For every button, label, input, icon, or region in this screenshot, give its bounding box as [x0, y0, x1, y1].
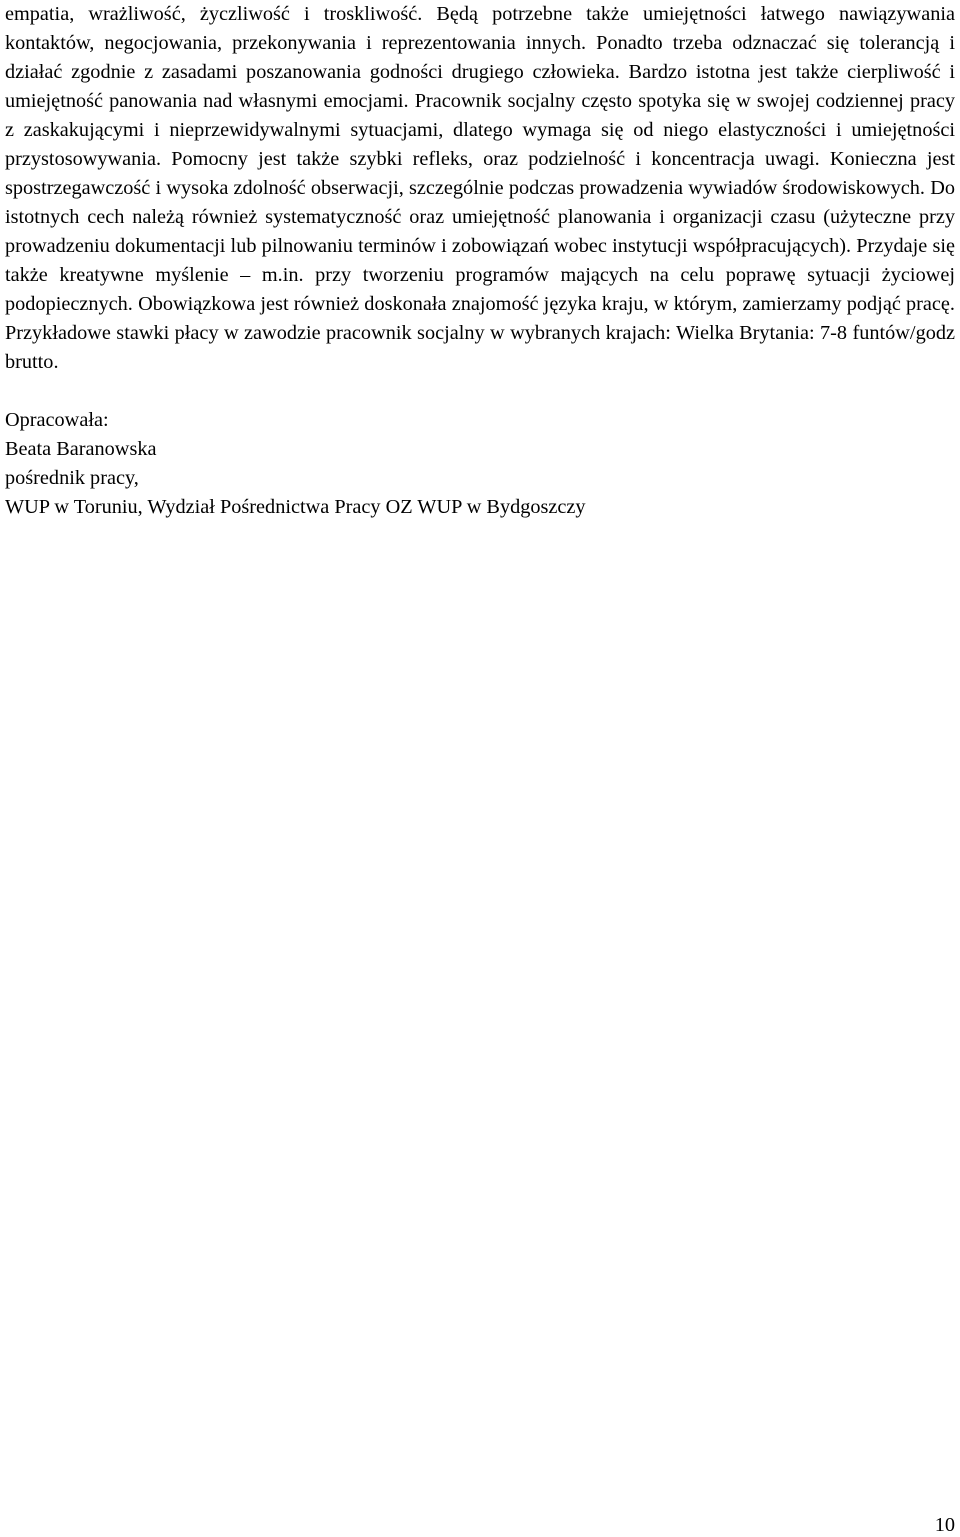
- sentence: Konieczna jest spostrzegawczość i wysoka zdolność obserwacji, szczególnie podczas prowadzenia wywiadów środowiskowych.: [5, 148, 956, 199]
- sentence: empatia, wrażliwość, życzliwość i troskliwość.: [5, 3, 423, 25]
- author-name: Beata Baranowska: [5, 438, 157, 460]
- sentence: Przykładowe stawki płacy w zawodzie pracownik socjalny w wybranych krajach: Wielka Brytania: 7-8 funtów/godz brutto.: [5, 322, 955, 373]
- author-role: pośrednik pracy,: [5, 467, 139, 489]
- page-number: 10: [934, 1514, 955, 1536]
- author-organization: WUP w Toruniu, Wydział Pośrednictwa Pracy OZ WUP w Bydgoszczy: [5, 496, 586, 518]
- document-page: [5, 0, 955, 522]
- sentence: Przydaje się także kreatywne myślenie – m.in. przy tworzeniu programów mających na celu poprawę sytuacji życiowej podopiecznych.: [5, 235, 955, 315]
- sentence: Pomocny jest także szybki refleks, oraz podzielność i koncentracja uwagi.: [171, 148, 820, 170]
- signature-heading: Opracowała:: [5, 409, 109, 431]
- body-paragraph: [5, 0, 955, 377]
- sentence: Będą potrzebne także umiejętności łatwego nawiązywania kontaktów, negocjowania, przekonywania i reprezentowania innych.: [5, 3, 955, 54]
- sentence: Pracownik socjalny często spotyka się w swojej codziennej pracy z zaskakującymi i nieprzewidywalnymi sytuacjami, dlatego wymaga się od niego elastyczności i umiejętności przystosowywania.: [5, 90, 955, 170]
- sentence: Ponadto trzeba odznaczać się tolerancją i działać zgodnie z zasadami poszanowania godności drugiego człowieka.: [5, 32, 955, 83]
- sentence: Obowiązkowa jest również doskonała znajomość języka kraju, w którym, zamierzamy podjąć pracę.: [138, 293, 956, 315]
- sentence: Do istotnych cech należą również systematyczność oraz umiejętność planowania i organizacji czasu (użyteczne przy prowadzeniu dokumentacji lub pilnowaniu terminów i zobowiązań wobec instytucji współpracujących).: [5, 177, 955, 257]
- author-signature-block: [5, 406, 955, 522]
- sentence: Bardzo istotna jest także cierpliwość i umiejętność panowania nad własnymi emocjami.: [5, 61, 955, 112]
